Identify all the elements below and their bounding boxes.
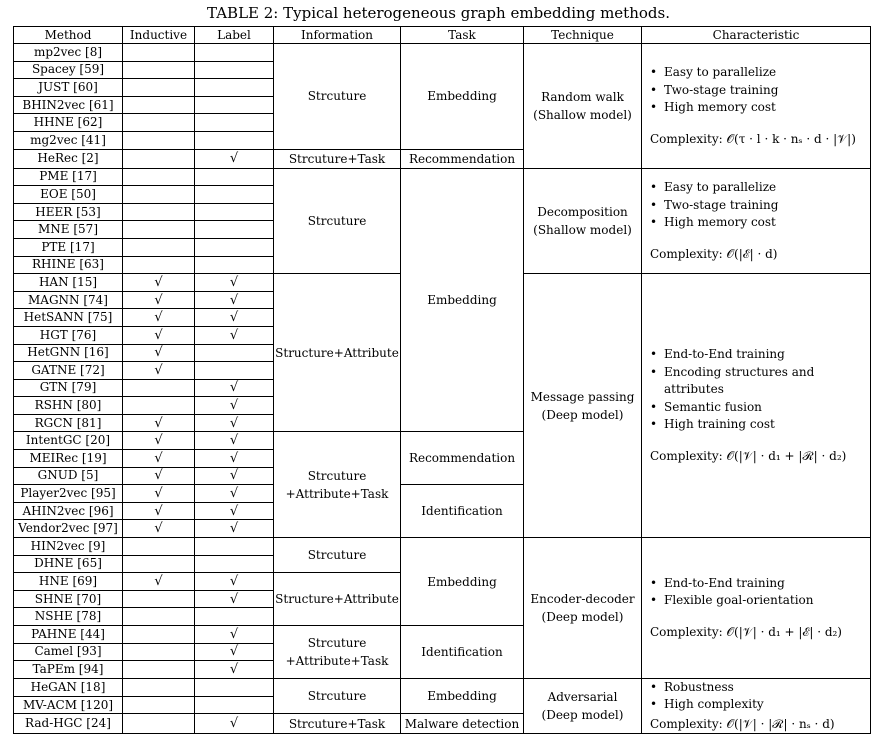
method-cell: IntentGC [20] (14, 432, 123, 450)
label-cell: √ (195, 291, 274, 309)
technique-model: (Deep model) (541, 707, 624, 722)
inductive-cell (123, 555, 195, 573)
method-cell: HGT [76] (14, 326, 123, 344)
method-cell: HetSANN [75] (14, 309, 123, 327)
characteristic-item: • High memory cost (650, 99, 870, 117)
characteristic-item: • High complexity (650, 696, 870, 714)
inductive-cell (123, 661, 195, 679)
method-cell: AHIN2vec [96] (14, 502, 123, 520)
inductive-cell (123, 696, 195, 714)
technique-name: Random walk (541, 89, 624, 104)
technique-name: Encoder-decoder (530, 591, 635, 606)
inductive-cell (123, 114, 195, 132)
table-row (14, 538, 871, 556)
characteristic-item: • Flexible goal-orientation (650, 592, 870, 610)
label-cell: √ (195, 573, 274, 591)
inductive-cell: √ (123, 274, 195, 292)
information-cell: Strcuture+Task (274, 149, 401, 168)
inductive-cell (123, 590, 195, 608)
method-cell: Spacey [59] (14, 61, 123, 79)
label-cell: √ (195, 414, 274, 432)
inductive-cell (123, 256, 195, 274)
technique-model: (Shallow model) (533, 107, 632, 122)
characteristic-item: • High training cost (650, 416, 870, 434)
inductive-cell (123, 61, 195, 79)
label-cell: √ (195, 450, 274, 468)
header-row (14, 27, 871, 44)
method-cell: Camel [93] (14, 643, 123, 661)
inductive-cell: √ (123, 520, 195, 538)
inductive-cell: √ (123, 467, 195, 485)
inductive-cell: √ (123, 309, 195, 327)
method-cell: EOE [50] (14, 186, 123, 204)
label-cell (195, 221, 274, 239)
label-cell (195, 203, 274, 221)
label-cell: √ (195, 432, 274, 450)
col-header-method: Method (14, 27, 123, 44)
inductive-cell: √ (123, 573, 195, 591)
inductive-cell (123, 678, 195, 696)
method-cell: MAGNN [74] (14, 291, 123, 309)
label-cell: √ (195, 326, 274, 344)
inductive-cell (123, 238, 195, 256)
method-cell: MNE [57] (14, 221, 123, 239)
inductive-cell: √ (123, 485, 195, 503)
inductive-cell (123, 397, 195, 415)
information-cell: Strcuture (274, 44, 401, 150)
label-cell (195, 362, 274, 380)
method-cell: HeGAN [18] (14, 678, 123, 696)
information-cell (274, 432, 401, 538)
label-cell (195, 96, 274, 114)
label-cell: √ (195, 502, 274, 520)
technique-model: (Deep model) (541, 407, 624, 422)
technique-name: Decomposition (537, 204, 628, 219)
table-caption: TABLE 2: Typical heterogeneous graph embedding methods. (207, 4, 670, 22)
characteristic-item: • Two-stage training (650, 82, 870, 100)
task-cell: Embedding (401, 44, 524, 150)
inductive-cell: √ (123, 326, 195, 344)
inductive-cell (123, 79, 195, 97)
inductive-cell (123, 714, 195, 733)
method-cell: RHINE [63] (14, 256, 123, 274)
information-line: Strcuture (307, 635, 367, 650)
characteristic-list (650, 64, 870, 117)
label-cell: √ (195, 485, 274, 503)
label-cell (195, 256, 274, 274)
method-cell: HEER [53] (14, 203, 123, 221)
technique-cell-random-walk (524, 44, 642, 169)
inductive-cell (123, 538, 195, 556)
characteristic-item: • End-to-End training (650, 346, 870, 364)
complexity-formula: Complexity: 𝒪(|𝒱| · d₁ + |ℰ| · d₂) (650, 624, 842, 639)
table-row (14, 44, 871, 62)
label-cell: √ (195, 520, 274, 538)
method-cell: Vendor2vec [97] (14, 520, 123, 538)
inductive-cell: √ (123, 291, 195, 309)
method-cell: MEIRec [19] (14, 450, 123, 468)
label-cell (195, 114, 274, 132)
complexity-formula: Complexity: 𝒪(τ · l · k · nₛ · d · |𝒱|) (650, 131, 856, 146)
inductive-cell: √ (123, 432, 195, 450)
task-cell: Identification (401, 485, 524, 538)
inductive-cell (123, 149, 195, 168)
label-cell: √ (195, 274, 274, 292)
label-cell (195, 555, 274, 573)
characteristic-list (650, 346, 870, 434)
technique-cell-adversarial (524, 678, 642, 733)
label-cell (195, 44, 274, 62)
method-cell: HeRec [2] (14, 149, 123, 168)
characteristic-item: • Encoding structures and attributes (650, 364, 870, 399)
characteristic-cell-adversarial (642, 678, 871, 733)
characteristic-list (650, 575, 870, 610)
information-cell: Structure+Attribute (274, 573, 401, 626)
characteristic-cell-random-walk (642, 44, 871, 169)
label-cell (195, 168, 274, 186)
characteristic-list (650, 179, 870, 232)
method-cell: NSHE [78] (14, 608, 123, 626)
inductive-cell (123, 203, 195, 221)
label-cell: √ (195, 397, 274, 415)
label-cell: √ (195, 643, 274, 661)
inductive-cell (123, 626, 195, 644)
information-cell: Strcuture (274, 168, 401, 274)
complexity-formula: Complexity: 𝒪(|𝒱| · |ℛ| · nₛ · d) (650, 716, 835, 731)
col-header-information: Information (274, 27, 401, 44)
label-cell: √ (195, 379, 274, 397)
technique-name: Adversarial (547, 689, 618, 704)
table-row (14, 678, 871, 696)
method-cell: PTE [17] (14, 238, 123, 256)
characteristic-item: • Easy to parallelize (650, 64, 870, 82)
method-cell: mg2vec [41] (14, 131, 123, 149)
col-header-label: Label (195, 27, 274, 44)
col-header-inductive: Inductive (123, 27, 195, 44)
label-cell: √ (195, 714, 274, 733)
task-cell: Identification (401, 626, 524, 679)
inductive-cell (123, 96, 195, 114)
characteristic-cell-decomposition (642, 168, 871, 274)
characteristic-cell-encoder-decoder (642, 538, 871, 679)
inductive-cell: √ (123, 414, 195, 432)
inductive-cell (123, 44, 195, 62)
method-cell: RGCN [81] (14, 414, 123, 432)
label-cell: √ (195, 467, 274, 485)
inductive-cell (123, 643, 195, 661)
information-line: Strcuture (307, 468, 367, 483)
inductive-cell (123, 186, 195, 204)
label-cell (195, 608, 274, 626)
task-cell: Recommendation (401, 432, 524, 485)
method-cell: HHNE [62] (14, 114, 123, 132)
complexity-formula: Complexity: 𝒪(|ℰ| · d) (650, 246, 778, 261)
characteristic-item: • Robustness (650, 679, 870, 697)
characteristic-item: • Easy to parallelize (650, 179, 870, 197)
method-cell: RSHN [80] (14, 397, 123, 415)
method-cell: Rad-HGC [24] (14, 714, 123, 733)
inductive-cell (123, 379, 195, 397)
information-line: +Attribute+Task (285, 653, 389, 668)
label-cell (195, 131, 274, 149)
label-cell: √ (195, 149, 274, 168)
col-header-technique: Technique (524, 27, 642, 44)
technique-model: (Deep model) (541, 609, 624, 624)
characteristic-item: • Semantic fusion (650, 399, 870, 417)
information-cell: Structure+Attribute (274, 274, 401, 432)
information-cell (274, 626, 401, 679)
technique-cell-decomposition (524, 168, 642, 274)
label-cell (195, 678, 274, 696)
label-cell (195, 538, 274, 556)
col-header-task: Task (401, 27, 524, 44)
method-cell: TaPEm [94] (14, 661, 123, 679)
table-row (14, 168, 871, 186)
methods-table (13, 26, 871, 734)
method-cell: mp2vec [8] (14, 44, 123, 62)
information-cell: Strcuture+Task (274, 714, 401, 733)
characteristic-list (650, 679, 870, 714)
information-cell: Strcuture (274, 678, 401, 714)
task-cell: Embedding (401, 678, 524, 714)
method-cell: MV-ACM [120] (14, 696, 123, 714)
information-cell: Strcuture (274, 538, 401, 573)
label-cell: √ (195, 309, 274, 327)
method-cell: PAHNE [44] (14, 626, 123, 644)
characteristic-cell-message-passing (642, 274, 871, 538)
task-cell: Malware detection (401, 714, 524, 733)
inductive-cell (123, 608, 195, 626)
inductive-cell: √ (123, 362, 195, 380)
method-cell: Player2vec [95] (14, 485, 123, 503)
inductive-cell: √ (123, 344, 195, 362)
method-cell: BHIN2vec [61] (14, 96, 123, 114)
technique-name: Message passing (530, 389, 635, 404)
label-cell: √ (195, 661, 274, 679)
inductive-cell (123, 221, 195, 239)
method-cell: JUST [60] (14, 79, 123, 97)
label-cell (195, 186, 274, 204)
technique-cell-encoder-decoder (524, 538, 642, 679)
method-cell: DHNE [65] (14, 555, 123, 573)
inductive-cell (123, 131, 195, 149)
method-cell: HNE [69] (14, 573, 123, 591)
method-cell: SHNE [70] (14, 590, 123, 608)
label-cell: √ (195, 626, 274, 644)
characteristic-item: • End-to-End training (650, 575, 870, 593)
method-cell: GNUD [5] (14, 467, 123, 485)
label-cell (195, 344, 274, 362)
method-cell: HIN2vec [9] (14, 538, 123, 556)
col-header-characteristic: Characteristic (642, 27, 871, 44)
task-cell: Embedding (401, 168, 524, 432)
information-line: +Attribute+Task (285, 486, 389, 501)
task-cell: Recommendation (401, 149, 524, 168)
characteristic-item: • Two-stage training (650, 197, 870, 215)
label-cell (195, 696, 274, 714)
label-cell (195, 238, 274, 256)
inductive-cell (123, 168, 195, 186)
characteristic-item: • High memory cost (650, 214, 870, 232)
complexity-formula: Complexity: 𝒪(|𝒱| · d₁ + |ℛ| · d₂) (650, 448, 847, 463)
method-cell: HAN [15] (14, 274, 123, 292)
method-cell: HetGNN [16] (14, 344, 123, 362)
method-cell: GTN [79] (14, 379, 123, 397)
method-cell: PME [17] (14, 168, 123, 186)
task-cell: Embedding (401, 538, 524, 626)
method-cell: GATNE [72] (14, 362, 123, 380)
label-cell: √ (195, 590, 274, 608)
label-cell (195, 61, 274, 79)
label-cell (195, 79, 274, 97)
technique-cell-message-passing (524, 274, 642, 538)
inductive-cell: √ (123, 502, 195, 520)
technique-model: (Shallow model) (533, 222, 632, 237)
inductive-cell: √ (123, 450, 195, 468)
